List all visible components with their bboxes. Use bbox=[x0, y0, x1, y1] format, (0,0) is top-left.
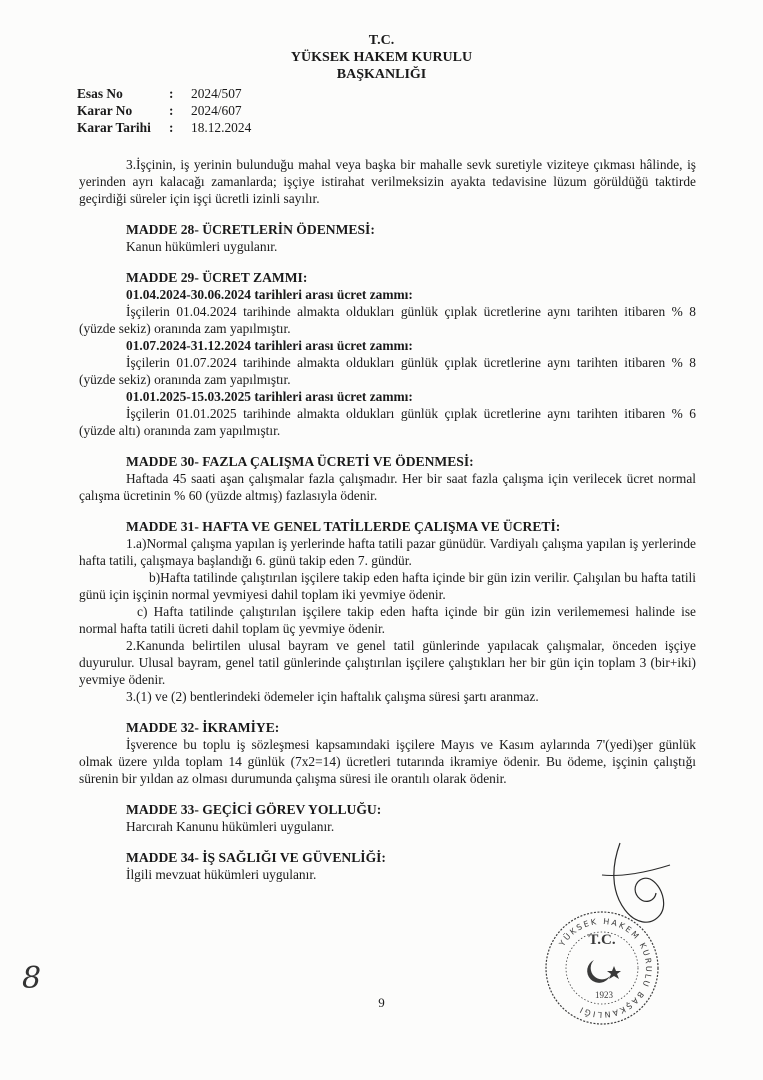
meta-key: Karar No bbox=[77, 103, 133, 118]
svg-text:T.C.: T.C. bbox=[588, 932, 616, 948]
header-department: BAŞKANLIĞI bbox=[336, 67, 427, 82]
svg-text:1923: 1923 bbox=[595, 990, 613, 1000]
article-31-p1: 1.a)Normal çalışma yapılan iş yerlerinde hafta tatili pazar günüdür. Vardiyalı çalışma yapılan iş yerlerinde hafta tatili, çalışmaya başlandığı 6. günü takip eden 7. gündür. bbox=[79, 536, 696, 568]
document-header bbox=[0, 32, 763, 83]
article-32-title: MADDE 32- İKRAMİYE: bbox=[126, 720, 280, 735]
intro-paragraph: 3.İşçinin, iş yerinin bulunduğu mahal veya başka bir mahalle sevk suretiyle viziteye çıkması hâlinde, iş yerinden ayrı kalacağı zamanlarda; işçiye istirahat verilmeksizin ayakta tedavisine lüzum görüldüğü taktirde geçirdiği süreler için işçi ücretli izinli sayılır. bbox=[79, 157, 696, 206]
case-meta bbox=[77, 85, 251, 136]
article-30-title: MADDE 30- FAZLA ÇALIŞMA ÜCRETİ VE ÖDENMESİ: bbox=[126, 454, 474, 469]
article-29-sub3: 01.01.2025-15.03.2025 tarihleri arası ücret zammı: bbox=[126, 389, 413, 404]
article-29-sub1: 01.04.2024-30.06.2024 tarihleri arası ücret zammı: bbox=[126, 287, 413, 302]
meta-row-karar bbox=[77, 102, 251, 119]
article-33-title: MADDE 33- GEÇİCİ GÖREV YOLLUĞU: bbox=[126, 802, 382, 817]
article-34-text: İlgili mevzuat hükümleri uygulanır. bbox=[126, 867, 317, 882]
article-31-title: MADDE 31- HAFTA VE GENEL TATİLLERDE ÇALIŞMA VE ÜCRETİ: bbox=[126, 519, 561, 534]
svg-text:8: 8 bbox=[22, 961, 42, 996]
meta-sep: : bbox=[169, 120, 174, 135]
meta-value: 2024/507 bbox=[191, 86, 242, 101]
article-31-p5: 3.(1) ve (2) bentlerindeki ödemeler için haftalık çalışma süresi şartı aranmaz. bbox=[126, 689, 539, 704]
article-29-text1: İşçilerin 01.04.2024 tarihinde almakta oldukları günlük çıplak ücretlerine aynı tarihten itibaren % 8 (yüzde sekiz) oranında zam yapılmıştır. bbox=[79, 304, 696, 336]
article-29-title: MADDE 29- ÜCRET ZAMMI: bbox=[126, 270, 308, 285]
article-31-p4: 2.Kanunda belirtilen ulusal bayram ve genel tatil günlerinde yapılacak çalışmalar, önceden işçiye duyurulur. Ulusal bayram, genel tatil günlerinde çalıştırılan işçilere çalıştıkları her bir gün için toplam 3 (bir+iki) yevmiye ödenir. bbox=[79, 638, 696, 687]
header-institution: YÜKSEK HAKEM KURULU bbox=[290, 50, 473, 65]
article-29-sub2: 01.07.2024-31.12.2024 tarihleri arası ücret zammı: bbox=[126, 338, 413, 353]
document-body bbox=[79, 156, 696, 883]
article-28-text: Kanun hükümleri uygulanır. bbox=[126, 239, 278, 254]
article-29-text2: İşçilerin 01.07.2024 tarihinde almakta oldukları günlük çıplak ücretlerine aynı tarihten itibaren % 8 (yüzde sekiz) oranında zam yapılmıştır. bbox=[79, 355, 696, 387]
page-number: 9 bbox=[378, 995, 385, 1010]
meta-sep: : bbox=[169, 103, 174, 118]
header-tc: T.C. bbox=[368, 33, 395, 48]
article-31-p3: c) Hafta tatilinde çalıştırılan işçilere takip eden hafta içinde bir gün izin verilememesi halinde ise normal hafta tatili ücreti dahil toplam üç yevmiye ödenir. bbox=[79, 604, 696, 636]
meta-value: 18.12.2024 bbox=[191, 120, 252, 135]
meta-key: Esas No bbox=[77, 86, 123, 101]
svg-text:YÜKSEK HAKEM KURULU BAŞKANLIĞI: YÜKSEK HAKEM KURULU BAŞKANLIĞI bbox=[557, 916, 654, 1020]
meta-sep: : bbox=[169, 86, 174, 101]
meta-key: Karar Tarihi bbox=[77, 120, 151, 135]
article-30-text: Haftada 45 saati aşan çalışmalar fazla çalışmadır. Her bir saat fazla çalışma için verilecek ücret normal çalışma ücretinin % 60 (yüzde altmış) fazlasıyla ödenir. bbox=[79, 471, 696, 503]
meta-value: 2024/607 bbox=[191, 103, 242, 118]
article-29-text3: İşçilerin 01.01.2025 tarihinde almakta oldukları günlük çıplak ücretlerine aynı tarihten itibaren % 6 (yüzde altı) oranında zam yapılmıştır. bbox=[79, 406, 696, 438]
article-32-text: İşverence bu toplu iş sözleşmesi kapsamındaki işçilere Mayıs ve Kasım aylarında 7'(yedi)şer günlük olmak üzere yılda toplam 14 günlük (7x2=14) ücretleri tutarında ikramiye ödenir. Bu ödeme, işçinin çalıştığı sürenin bir yıldan az olması durumunda çalışma süresi ile orantılı olarak ödenir. bbox=[79, 737, 696, 786]
article-33-text: Harcırah Kanunu hükümleri uygulanır. bbox=[126, 819, 335, 834]
meta-row-karar-tarihi bbox=[77, 119, 251, 136]
handwritten-margin-note bbox=[18, 956, 48, 996]
article-28-title: MADDE 28- ÜCRETLERİN ÖDENMESİ: bbox=[126, 222, 375, 237]
meta-row-esas bbox=[77, 85, 251, 102]
article-31-p2: b)Hafta tatilinde çalıştırılan işçilere takip eden hafta içinde bir gün izin verilir. Çalışılan bu hafta tatili günü için işçinin normal yevmiyesi dahil toplam iki yevmiye ödenir. bbox=[79, 570, 696, 602]
article-34-title: MADDE 34- İŞ SAĞLIĞI VE GÜVENLİĞİ: bbox=[126, 850, 386, 865]
